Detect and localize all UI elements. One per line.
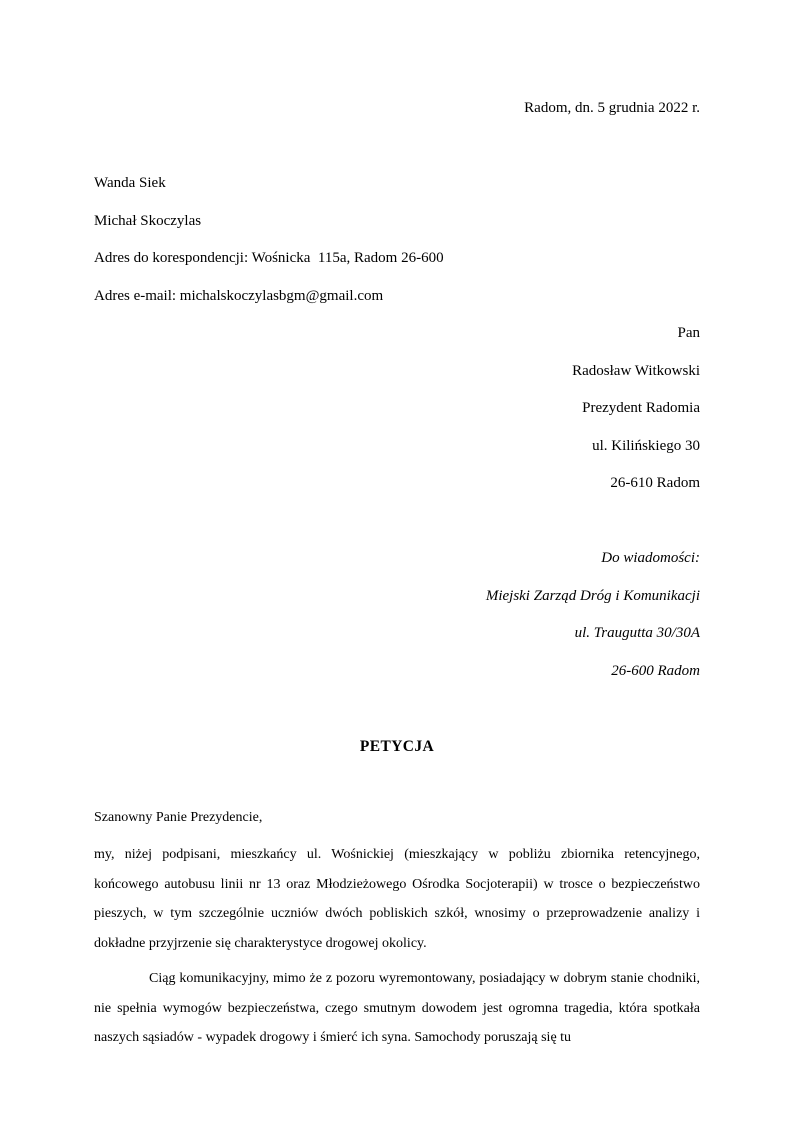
sender-name-2: Michał Skoczylas xyxy=(94,212,202,229)
salutation: Szanowny Panie Prezydencie, xyxy=(94,809,263,825)
petition-paragraph-1: my, niżej podpisani, mieszkańcy ul. Wośnickiej (mieszkający w pobliżu zbiornika retencyjnego, końcowego autobusu linii nr 13 oraz Młodzieżowego Ośrodka Socjoterapii) w trosce o bezpieczeństwo pieszych, w tym szczególnie uczniów dwóch pobliskich szkół, wnosimy o przeprowadzenie analizy i dokładne przyjrzenie się charakterystyce drogowej okolicy. xyxy=(94,847,700,951)
recipient-name: Radosław Witkowski xyxy=(572,362,700,379)
recipient-city: 26-610 Radom xyxy=(610,475,700,491)
cc-street: ul. Traugutta 30/30A xyxy=(574,625,700,641)
spacer xyxy=(94,765,700,803)
cc-city: 26-600 Radom xyxy=(611,662,700,679)
cc-organization: Miejski Zarząd Dróg i Komunikacji xyxy=(485,587,700,604)
recipient-title: Prezydent Radomia xyxy=(582,400,700,416)
recipient-salutation: Pan xyxy=(677,325,700,341)
sender-address-line: Adres do korespondencji: Wośnicka 115a, Radom 26-600 xyxy=(94,250,444,266)
spacer xyxy=(94,128,700,166)
cc-heading: Do wiadomości: xyxy=(601,550,700,566)
spacer xyxy=(94,690,700,728)
petition-paragraph-2: Ciąg komunikacyjny, mimo że z pozoru wyremontowany, posiadający w dobrym stanie chodniki, nie spełnia wymogów bezpieczeństwa, czego smutnym dowodem jest ogromna tragedia, która spotkała naszych sąsiadów - wypadek drogowy i śmierć ich syna. Samochody poruszają się tu xyxy=(94,971,700,1045)
sender-email-line: Adres e-mail: michalskoczylasbgm@gmail.com xyxy=(94,287,384,304)
sender-name-1: Wanda Siek xyxy=(94,175,166,191)
recipient-street: ul. Kilińskiego 30 xyxy=(592,437,700,454)
petition-title: PETYCJA xyxy=(359,737,435,755)
date-line: Radom, dn. 5 grudnia 2022 r. xyxy=(524,100,700,116)
spacer xyxy=(94,503,700,541)
